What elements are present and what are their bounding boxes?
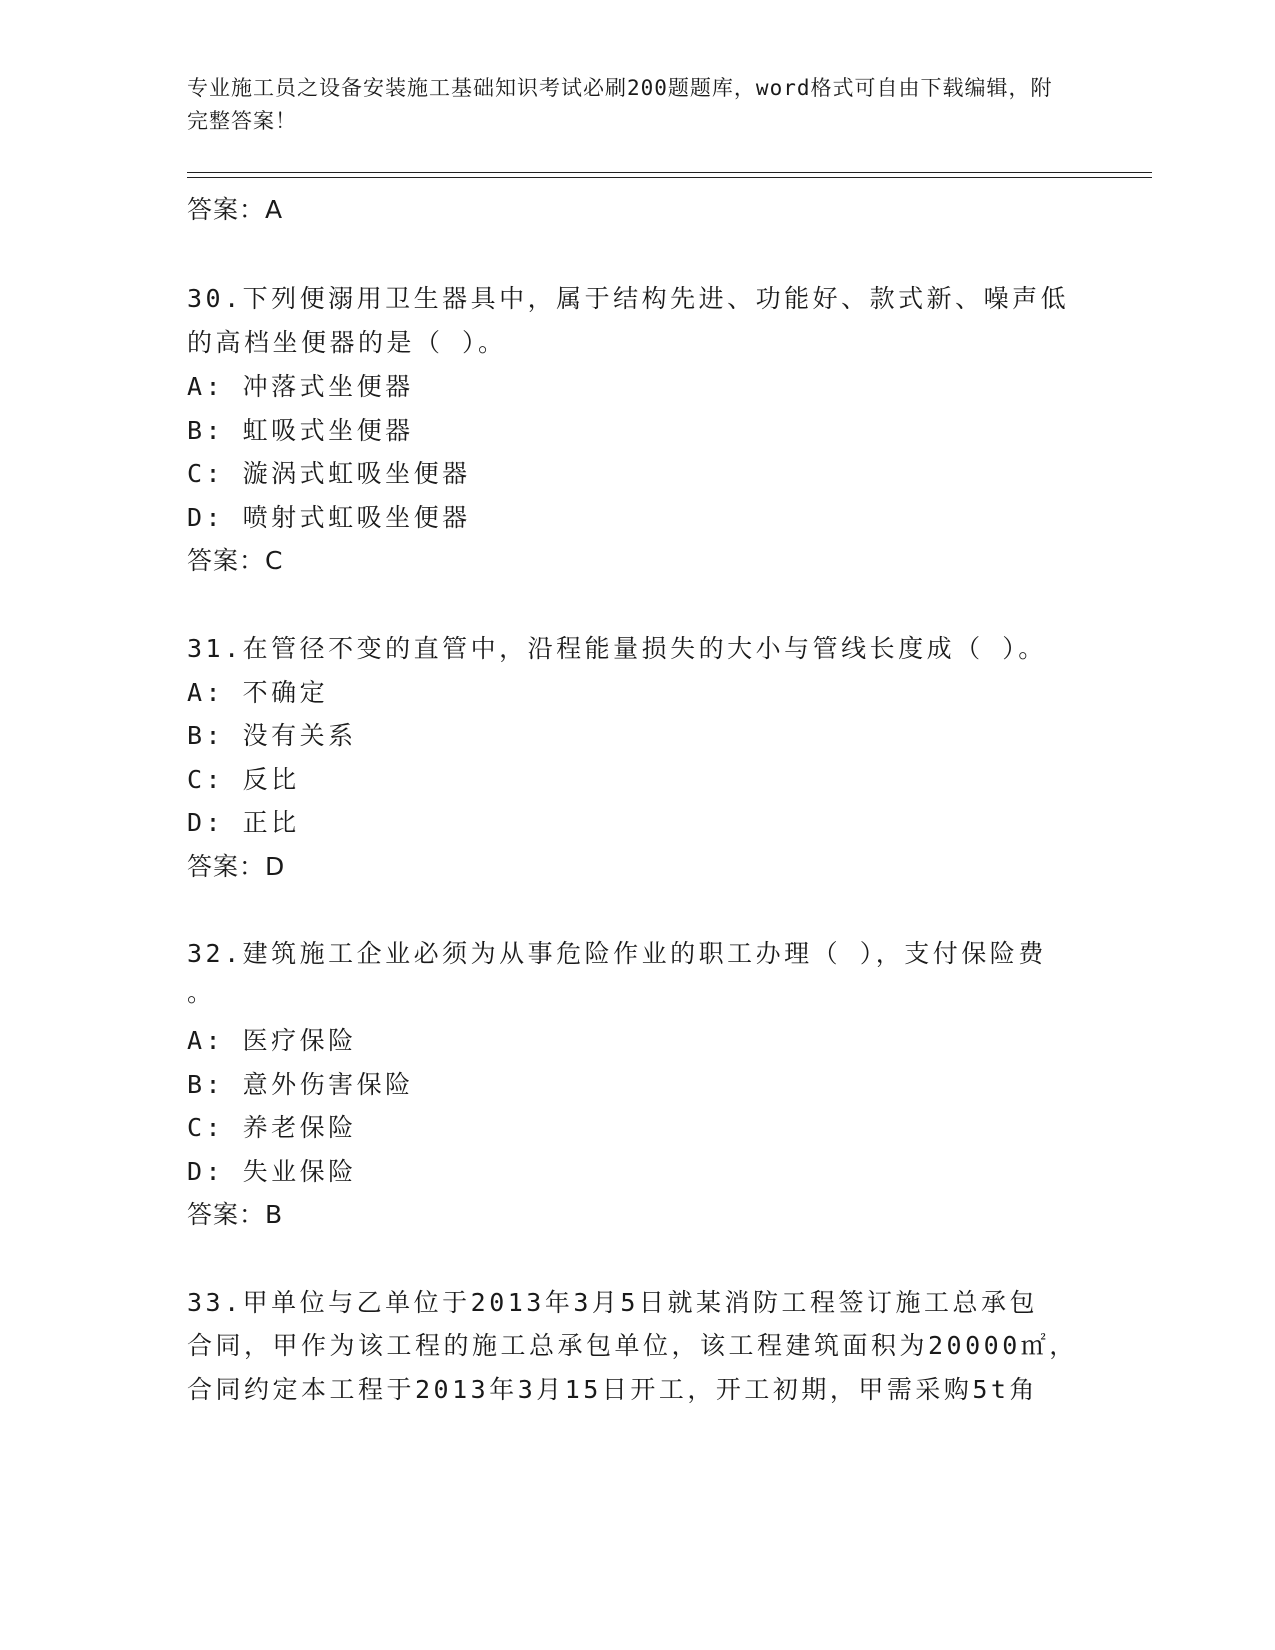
q30-stem-line-2: 的高档坐便器的是（ ）。 [187,328,507,357]
q33-stem-line-3: 合同约定本工程于2013年3月15日开工，开工初期，甲需采购5t角 [187,1375,1038,1404]
q31-option-b: B: 没有关系 [187,721,357,750]
q30-option-b: B: 虹吸式坐便器 [187,416,414,445]
q31-option-a: A: 不确定 [187,678,329,707]
answer-29: 答案：A [187,195,284,224]
q32-option-c: C: 养老保险 [187,1113,357,1142]
q31-stem-line-1: 31.在管径不变的直管中，沿程能量损失的大小与管线长度成（ ）。 [187,634,1047,663]
q31-answer: 答案：D [187,852,286,881]
q32-answer: 答案：B [187,1200,284,1229]
q30-stem-line-1: 30.下列便溺用卫生器具中，属于结构先进、功能好、款式新、噪声低 [187,284,1070,313]
q30-option-c: C: 漩涡式虹吸坐便器 [187,459,471,488]
q30-answer: 答案：C [187,546,284,575]
q30-option-a: A: 冲落式坐便器 [187,372,414,401]
q32-option-b: B: 意外伤害保险 [187,1070,414,1099]
q32-stem-line-1: 32.建筑施工企业必须为从事危险作业的职工办理（ ），支付保险费 [187,939,1047,968]
q31-option-d: D: 正比 [187,808,300,837]
q33-stem-line-1: 33.甲单位与乙单位于2013年3月5日就某消防工程签订施工总承包 [187,1288,1038,1317]
header-rule-bottom [187,177,1152,178]
document-header: 专业施工员之设备安装施工基础知识考试必刷200题题库，word格式可自由下载编辑，附完整答案！ [187,76,1053,133]
q32-option-d: D: 失业保险 [187,1157,357,1186]
q32-stem-line-2: 。 [187,978,216,1007]
q33-stem-line-2: 合同，甲作为该工程的施工总承包单位，该工程建筑面积为20000㎡， [187,1331,1078,1360]
q30-option-d: D: 喷射式虹吸坐便器 [187,503,471,532]
q31-option-c: C: 反比 [187,765,300,794]
header-rule-top [187,172,1152,173]
q32-option-a: A: 医疗保险 [187,1026,357,1055]
